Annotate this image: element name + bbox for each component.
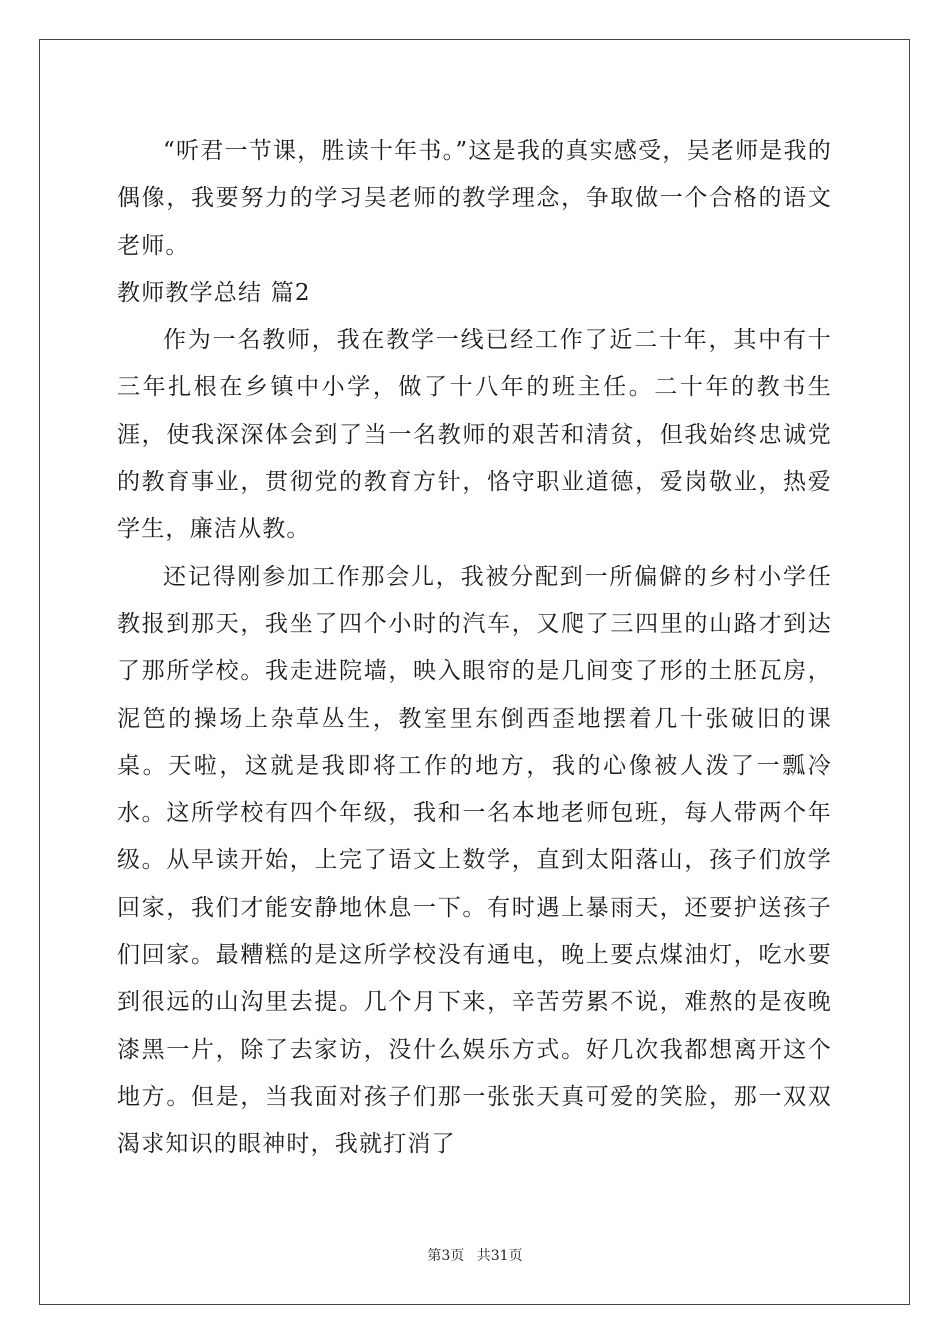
page-footer bbox=[0, 1245, 950, 1265]
paragraph-memory: 还记得刚参加工作那会儿，我被分配到一所偏僻的乡村小学任教报到那天，我坐了四个小时的汽车，又爬了三四里的山路才到达了那所学校。我走进院墙，映入眼帘的是几间变了形的土胚瓦房，泥笆的操场上杂草丛生，教室里东倒西歪地摆着几十张破旧的课桌。天啦，这就是我即将工作的地方，我的心像被人泼了一瓢冷水。这所学校有四个年级，我和一名本地老师包班，每人带两个年级。从早读开始，上完了语文上数学，直到太阳落山，孩子们放学回家，我们才能安静地休息一下。有时遇上暴雨天，还要护送孩子们回家。最糟糕的是这所学校没有通电，晚上要点煤油灯，吃水要到很远的山沟里去提。几个月下来，辛苦劳累不说，难熬的是夜晚漆黑一片，除了去家访，没什么娱乐方式。好几次我都想离开这个地方。但是，当我面对孩子们那一张张天真可爱的笑脸，那一双双渴求知识的眼神时，我就打消了 bbox=[117, 563, 832, 1158]
paragraph-quote: “听君一节课，胜读十年书。”这是我的真实感受，吴老师是我的偶像，我要努力的学习吴老师的教学理念，争取做一个合格的语文老师。 bbox=[117, 138, 832, 259]
page-number: 第3页 bbox=[427, 1248, 465, 1264]
page-total: 共31页 bbox=[476, 1248, 523, 1264]
section-heading: 教师教学总结 篇2 bbox=[117, 279, 311, 306]
document-body bbox=[117, 128, 832, 1169]
paragraph-career: 作为一名教师，我在教学一线已经工作了近二十年，其中有十三年扎根在乡镇中小学，做了十八年的班主任。二十年的教书生涯，使我深深体会到了当一名教师的艰苦和清贫，但我始终忠诚党的教育事业，贯彻党的教育方针，恪守职业道德，爱岗敬业，热爱学生，廉洁从教。 bbox=[117, 327, 832, 543]
